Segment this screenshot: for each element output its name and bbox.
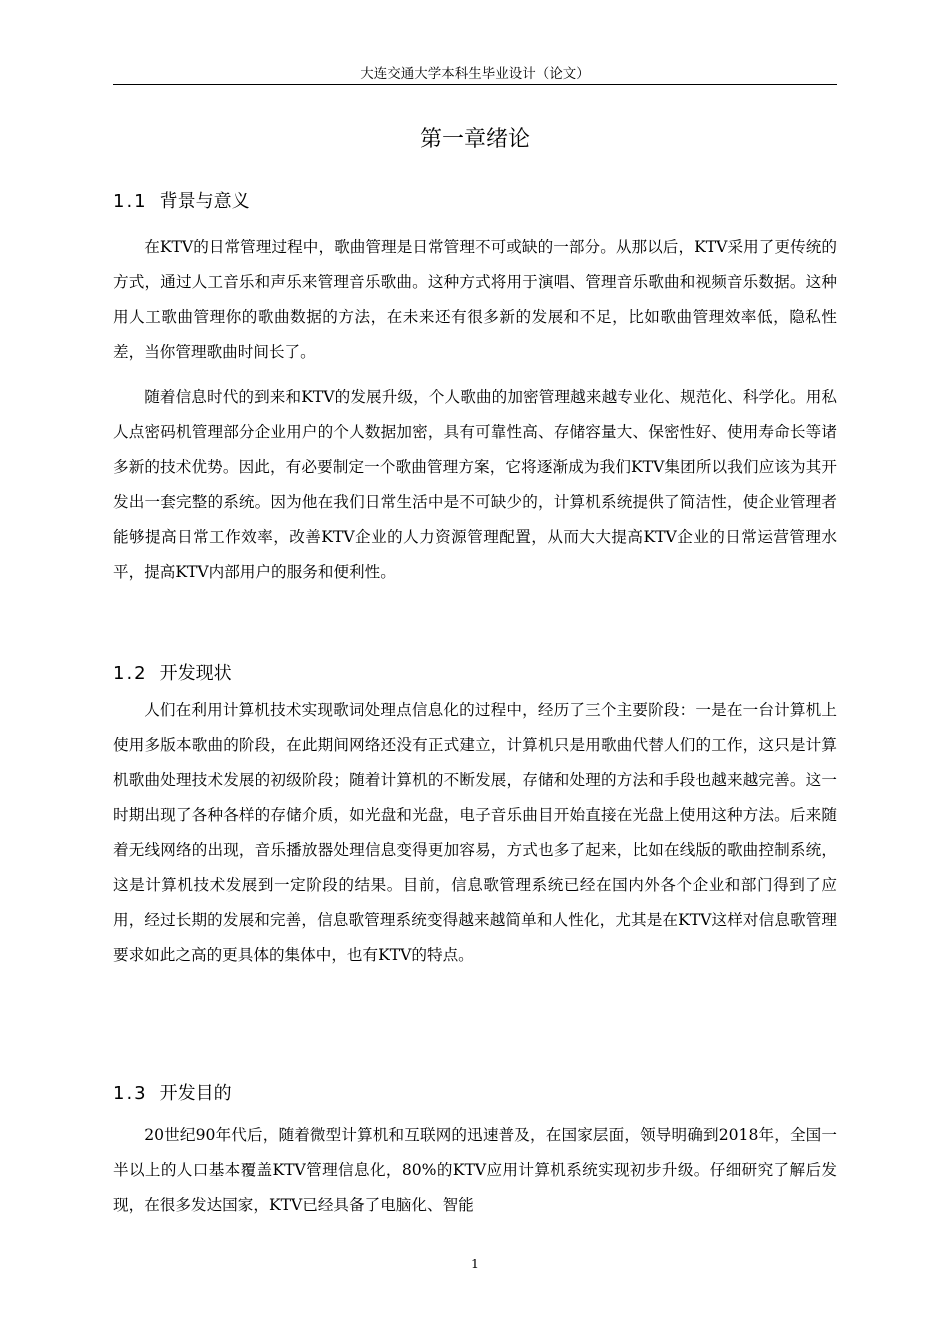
section-title: 背景与意义 [159, 191, 250, 212]
section-heading-1-2 [113, 659, 837, 689]
running-header: 大连交通大学本科生毕业设计（论文） [360, 66, 590, 82]
page-number: 1 [471, 1256, 479, 1271]
section-heading-1-3 [113, 1079, 837, 1109]
section-number: 1.2 [113, 663, 148, 684]
section-title: 开发现状 [159, 663, 232, 684]
paragraph: 人们在利用计算机技术实现歌词处理点信息化的过程中，经历了三个主要阶段：一是在一台计算机上使用多版本歌曲的阶段，在此期间网络还没有正式建立，计算机只是用歌曲代替人们的工作，这只是计算机歌曲处理技术发展的初级阶段；随着计算机的不断发展，存储和处理的方法和手段也越来越完善。这一时期出现了各种各样的存储介质，如光盘和光盘，电子音乐曲目开始直接在光盘上使用这种方法。后来随着无线网络的出现，音乐播放器处理信息变得更加容易，方式也多了起来，比如在线版的歌曲控制系统，这是计算机技术发展到一定阶段的结果。目前，信息歌管理系统已经在国内外各个企业和部门得到了应用，经过长期的发展和完善，信息歌管理系统变得越来越简单和人性化，尤其是在KTV这样对信息歌管理要求如此之高的更具体的集体中，也有KTV的特点。 [113, 701, 837, 964]
section-heading-1-1 [113, 187, 837, 217]
chapter-title: 第一章绪论 [419, 127, 530, 152]
section-number: 1.1 [113, 191, 148, 212]
paragraph: 在KTV的日常管理过程中，歌曲管理是日常管理不可或缺的一部分。从那以后，KTV采用了更传统的方式，通过人工音乐和声乐来管理音乐歌曲。这种方式将用于演唱、管理音乐歌曲和视频音乐数据。这种用人工歌曲管理你的歌曲数据的方法，在未来还有很多新的发展和不足，比如歌曲管理效率低，隐私性差，当你管理歌曲时间长了。 [113, 238, 837, 361]
paragraph: 随着信息时代的到来和KTV的发展升级，个人歌曲的加密管理越来越专业化、规范化、科学化。用私人点密码机管理部分企业用户的个人数据加密，具有可靠性高、存储容量大、保密性好、使用寿命长等诸多新的技术优势。因此，有必要制定一个歌曲管理方案，它将逐渐成为我们KTV集团所以我们应该为其开发出一套完整的系统。因为他在我们日常生活中是不可缺少的，计算机系统提供了简洁性，使企业管理者能够提高日常工作效率，改善KTV企业的人力资源管理配置，从而大大提高KTV企业的日常运营管理水平，提高KTV内部用户的服务和便利性。 [113, 388, 837, 581]
section-title: 开发目的 [159, 1083, 232, 1104]
section-number: 1.3 [113, 1083, 148, 1104]
paragraph: 20世纪90年代后，随着微型计算机和互联网的迅速普及，在国家层面，领导明确到2018年，全国一半以上的人口基本覆盖KTV管理信息化，80%的KTV应用计算机系统实现初步升级。仔细研究了解后发现，在很多发达国家，KTV已经具备了电脑化、智能 [113, 1126, 837, 1214]
header-rule [113, 84, 837, 85]
